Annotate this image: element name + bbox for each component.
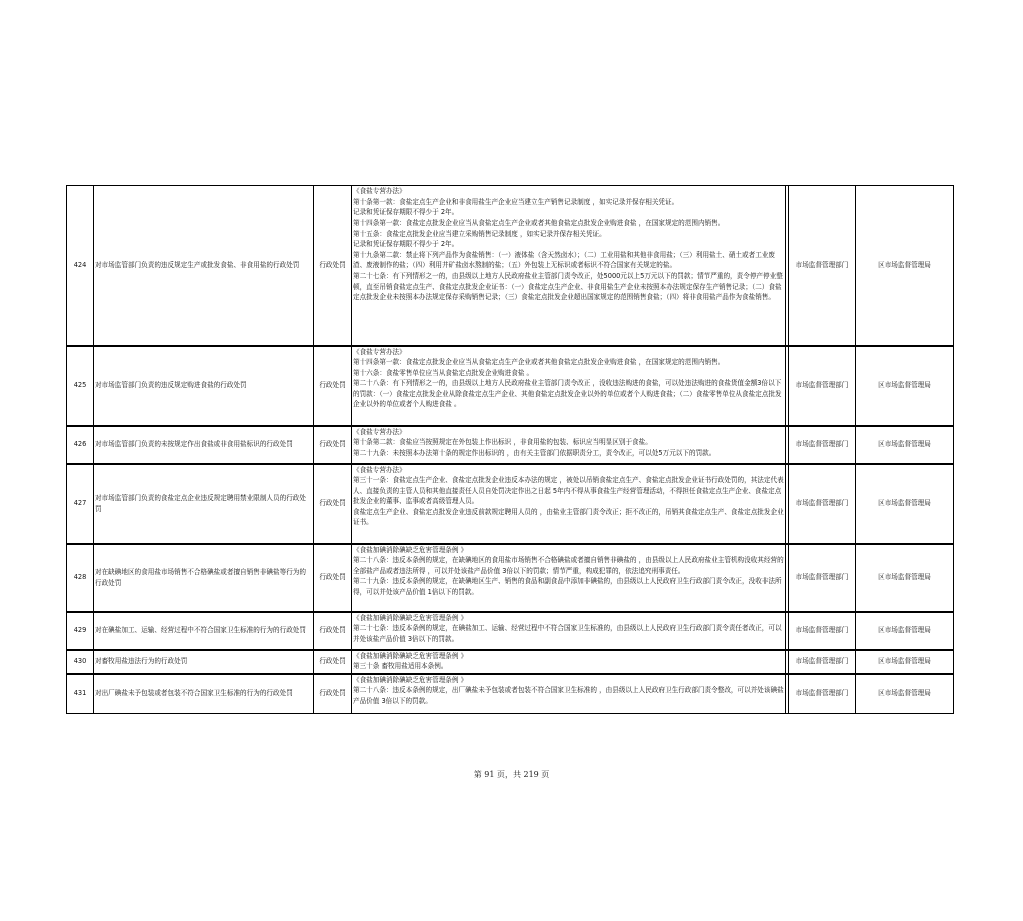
item-number: 430 [67,650,94,674]
item-legal-basis [352,464,786,544]
item-legal-basis [352,426,786,464]
item-name: 对市场监管部门负责的未按规定作出食盐或非食用盐标识的行政处罚 [94,426,314,464]
legal-basis-line: 第十条第二款：食盐应当按照规定在外包装上作出标识 ，非食用盐的包装、标识应当明显区别于食盐。 [353,438,652,447]
legal-basis-line: 第二十九条：未按照本办法第十条的规定作出标识的 ，由有关主管部门依据职责分工，责令改正，可以处5万元以下的罚款。 [353,448,716,457]
item-kind: 行政处罚 [314,674,352,714]
item-kind: 行政处罚 [314,346,352,426]
legal-basis-text [353,613,784,649]
legal-basis-line: 记录和凭证保存期限不得少于 2年。 [353,240,459,249]
legal-basis-text [353,465,784,543]
legal-basis-line: 第二十八条：违反本条例的规定，出厂碘盐未予包装或者包装不符合国家卫生标准的 ，由县级以上人民政府卫生行政部门责令整改，可以并处该碘盐产品价值 3倍以下的罚款。 [353,686,784,705]
item-kind: 行政处罚 [314,650,352,674]
legal-basis-text [353,545,784,611]
item-number: 429 [67,612,94,650]
item-number: 426 [67,426,94,464]
item-implementer: 区市场监督管理局 [856,186,954,346]
legal-basis-text [353,347,784,425]
legal-basis-line: 第十五条：食盐定点批发企业应当建立采购销售记录制度 ，如实记录并保存相关凭证。 [353,229,606,238]
penalty-table [66,185,954,714]
item-legal-basis [352,612,786,650]
item-department: 市场监督管理部门 [789,650,856,674]
item-number: 427 [67,464,94,544]
item-department: 市场监督管理部门 [789,426,856,464]
table-row [67,650,954,674]
legal-basis-line: 《食盐加碘消除碘缺乏危害管理条例 》 [353,545,468,554]
legal-basis-line: 《食盐加碘消除碘缺乏危害管理条例 》 [353,675,468,684]
legal-basis-line: 《食盐专营办法》 [353,465,406,474]
legal-basis-line: 第十四条第一款：食盐定点批发企业应当从食盐定点生产企业或者其他食盐定点批发企业购进食盐 ，在国家规定的范围内销售。 [353,358,725,367]
item-department: 市场监督管理部门 [789,346,856,426]
legal-basis-line: 食盐定点生产企业、食盐定点批发企业违反前款规定聘用人员的 ，由盐业主管部门责令改正；拒不改正的，吊销其食盐定点生产、食盐定点批发企业证书。 [353,507,784,527]
item-department: 市场监督管理部门 [789,464,856,544]
item-implementer: 区市场监督管理局 [856,464,954,544]
legal-basis-line: 第二十七条：违反本条例的规定，在碘盐加工、运输、经营过程中不符合国家卫生标准的，由县级以上人民政府卫生行政部门责令责任者改正，可以并处该盐产品价值 3倍以下的罚款。 [353,624,782,643]
item-name: 对市场监管部门负责的食盐定点企业违反规定聘用禁业限制人员的行政处罚 [94,464,314,544]
legal-basis-line: 《食盐专营办法》 [353,187,406,196]
item-legal-basis [352,650,786,674]
item-legal-basis [352,346,786,426]
item-legal-basis [352,186,786,346]
item-department: 市场监督管理部门 [789,186,856,346]
table-row [67,612,954,650]
legal-basis-line: 第二十九条：违反本条例的规定，在缺碘地区生产、销售的食品和副食品中添加非碘盐的，由县级以上人民政府卫生行政部门责令改正，没收非法所得，可以并处该产品价值 1倍以下的罚款。 [353,577,782,596]
item-implementer: 区市场监督管理局 [856,426,954,464]
legal-basis-line: 《食盐加碘消除碘缺乏危害管理条例 》 [353,651,468,660]
item-implementer: 区市场监督管理局 [856,544,954,612]
item-name: 对畜牧用盐违法行为的行政处罚 [94,650,314,674]
item-name: 对在缺碘地区的食用盐市场销售不合格碘盐或者擅自销售非碘盐等行为的行政处罚 [94,544,314,612]
item-number: 431 [67,674,94,714]
table-row [67,426,954,464]
legal-basis-line: 《食盐加碘消除碘缺乏危害管理条例 》 [353,613,468,622]
item-department: 市场监督管理部门 [789,674,856,714]
item-kind: 行政处罚 [314,186,352,346]
page-footer: 第 91 页，共 219 页 [473,770,550,779]
legal-basis-text [353,651,784,673]
legal-basis-line: 第十六条：食盐零售单位应当从食盐定点批发企业购进食盐 。 [353,368,534,377]
legal-basis-text [353,186,784,344]
table-row [67,346,954,426]
item-kind: 行政处罚 [314,464,352,544]
table-row [67,674,954,714]
legal-basis-line: 第二十八条：有下列情形之一的，由县级以上地方人民政府盐业主管部门责令改正 ，没收违法购进的食盐，可以处违法购进的食盐货值金额3倍以下的罚款：（一）食盐定点批发企业从除食盐定点生产企业、其他食盐定点批发企业以外的单位或者个人购进食盐；（二）食盐零售单位从食盐定点批发企业以外的单位或者个人购进食盐 。 [353,379,782,409]
legal-basis-line: 第三十一条：食盐定点生产企业、食盐定点批发企业违反本办法的规定 ，被处以吊销食盐定点生产、食盐定点批发企业证书行政处罚的，其法定代表人、直接负责的主管人员和其他直接责任人员自处罚决定作出之日起 5年内不得从事食盐生产经营管理活动，不得担任食盐定点生产企业、食盐定点批发企业的董事、监事或者高级管理人员。 [353,476,784,506]
item-legal-basis [352,544,786,612]
legal-basis-line: 第二十七条：有下列情形之一的，由县级以上地方人民政府盐业主管部门责令改正，处5000元以上5万元以下的罚款；情节严重的，责令停产停业整顿，直至吊销食盐定点生产、食盐定点批发企业证书：（一）食盐定点生产企业、非食用盐生产企业未按照本办法规定保存生产销售记录；（二）食盐定点批发企业未按照本办法规定保存采购销售记录；（三）食盐定点批发企业超出国家规定的范围销售食盐；（四）将非食用盐产品作为食盐销售。 [353,272,783,302]
item-name: 对市场监管部门负责的违反规定购进食盐的行政处罚 [94,346,314,426]
legal-basis-text [353,427,784,463]
legal-basis-line: 《食盐专营办法》 [353,427,406,436]
legal-basis-line: 《食盐专营办法》 [353,347,406,356]
legal-basis-line: 记录和凭证保存期限不得少于 2年。 [353,208,459,217]
item-name: 对市场监管部门负责的违反规定生产或批发食盐、非食用盐的行政处罚 [94,186,314,346]
item-number: 424 [67,186,94,346]
item-kind: 行政处罚 [314,426,352,464]
legal-basis-line: 第十九条第二款：禁止将下列产品作为食盐销售：（一）液体盐（含天然卤水）；（二）工业用盐和其他非食用盐；（三）利用盐土、硝土或者工业废渣、废液制作的盐；（四）利用井矿盐卤水熬制的盐；（五）外包装上无标识或者标识不符合国家有关规定的盐。 [353,250,775,270]
legal-basis-line: 第十条第一款：食盐定点生产企业和非食用盐生产企业应当建立生产销售记录制度 ，如实记录并保存相关凭证。 [353,197,679,206]
table-body [67,186,954,714]
item-legal-basis [352,674,786,714]
item-name: 对出厂碘盐未予包装或者包装不符合国家卫生标准的行为的行政处罚 [94,674,314,714]
table-row [67,186,954,346]
item-number: 425 [67,346,94,426]
legal-basis-line: 第十四条第一款：食盐定点批发企业应当从食盐定点生产企业或者其他食盐定点批发企业购进食盐 ，在国家规定的范围内销售。 [353,219,725,228]
legal-basis-line: 第三十条 畜牧用盐适用本条例。 [353,662,448,671]
item-name: 对在碘盐加工、运输、经营过程中不符合国家卫生标准的行为的行政处罚 [94,612,314,650]
item-kind: 行政处罚 [314,612,352,650]
item-implementer: 区市场监督管理局 [856,612,954,650]
legal-basis-text [353,675,784,713]
table-row [67,544,954,612]
item-department: 市场监督管理部门 [789,612,856,650]
legal-basis-line: 第二十八条：违反本条例的规定，在缺碘地区的食用盐市场销售不合格碘盐或者擅自销售非碘盐的 ，由县级以上人民政府盐业主管机构没收其经营的全部盐产品或者违法所得 ，可以并处该盐产品价值 3倍以下的罚款；情节严重，构成犯罪的，依法追究刑事责任。 [353,556,784,575]
item-implementer: 区市场监督管理局 [856,650,954,674]
item-implementer: 区市场监督管理局 [856,674,954,714]
item-number: 428 [67,544,94,612]
item-department: 市场监督管理部门 [789,544,856,612]
item-implementer: 区市场监督管理局 [856,346,954,426]
table-row [67,464,954,544]
item-kind: 行政处罚 [314,544,352,612]
